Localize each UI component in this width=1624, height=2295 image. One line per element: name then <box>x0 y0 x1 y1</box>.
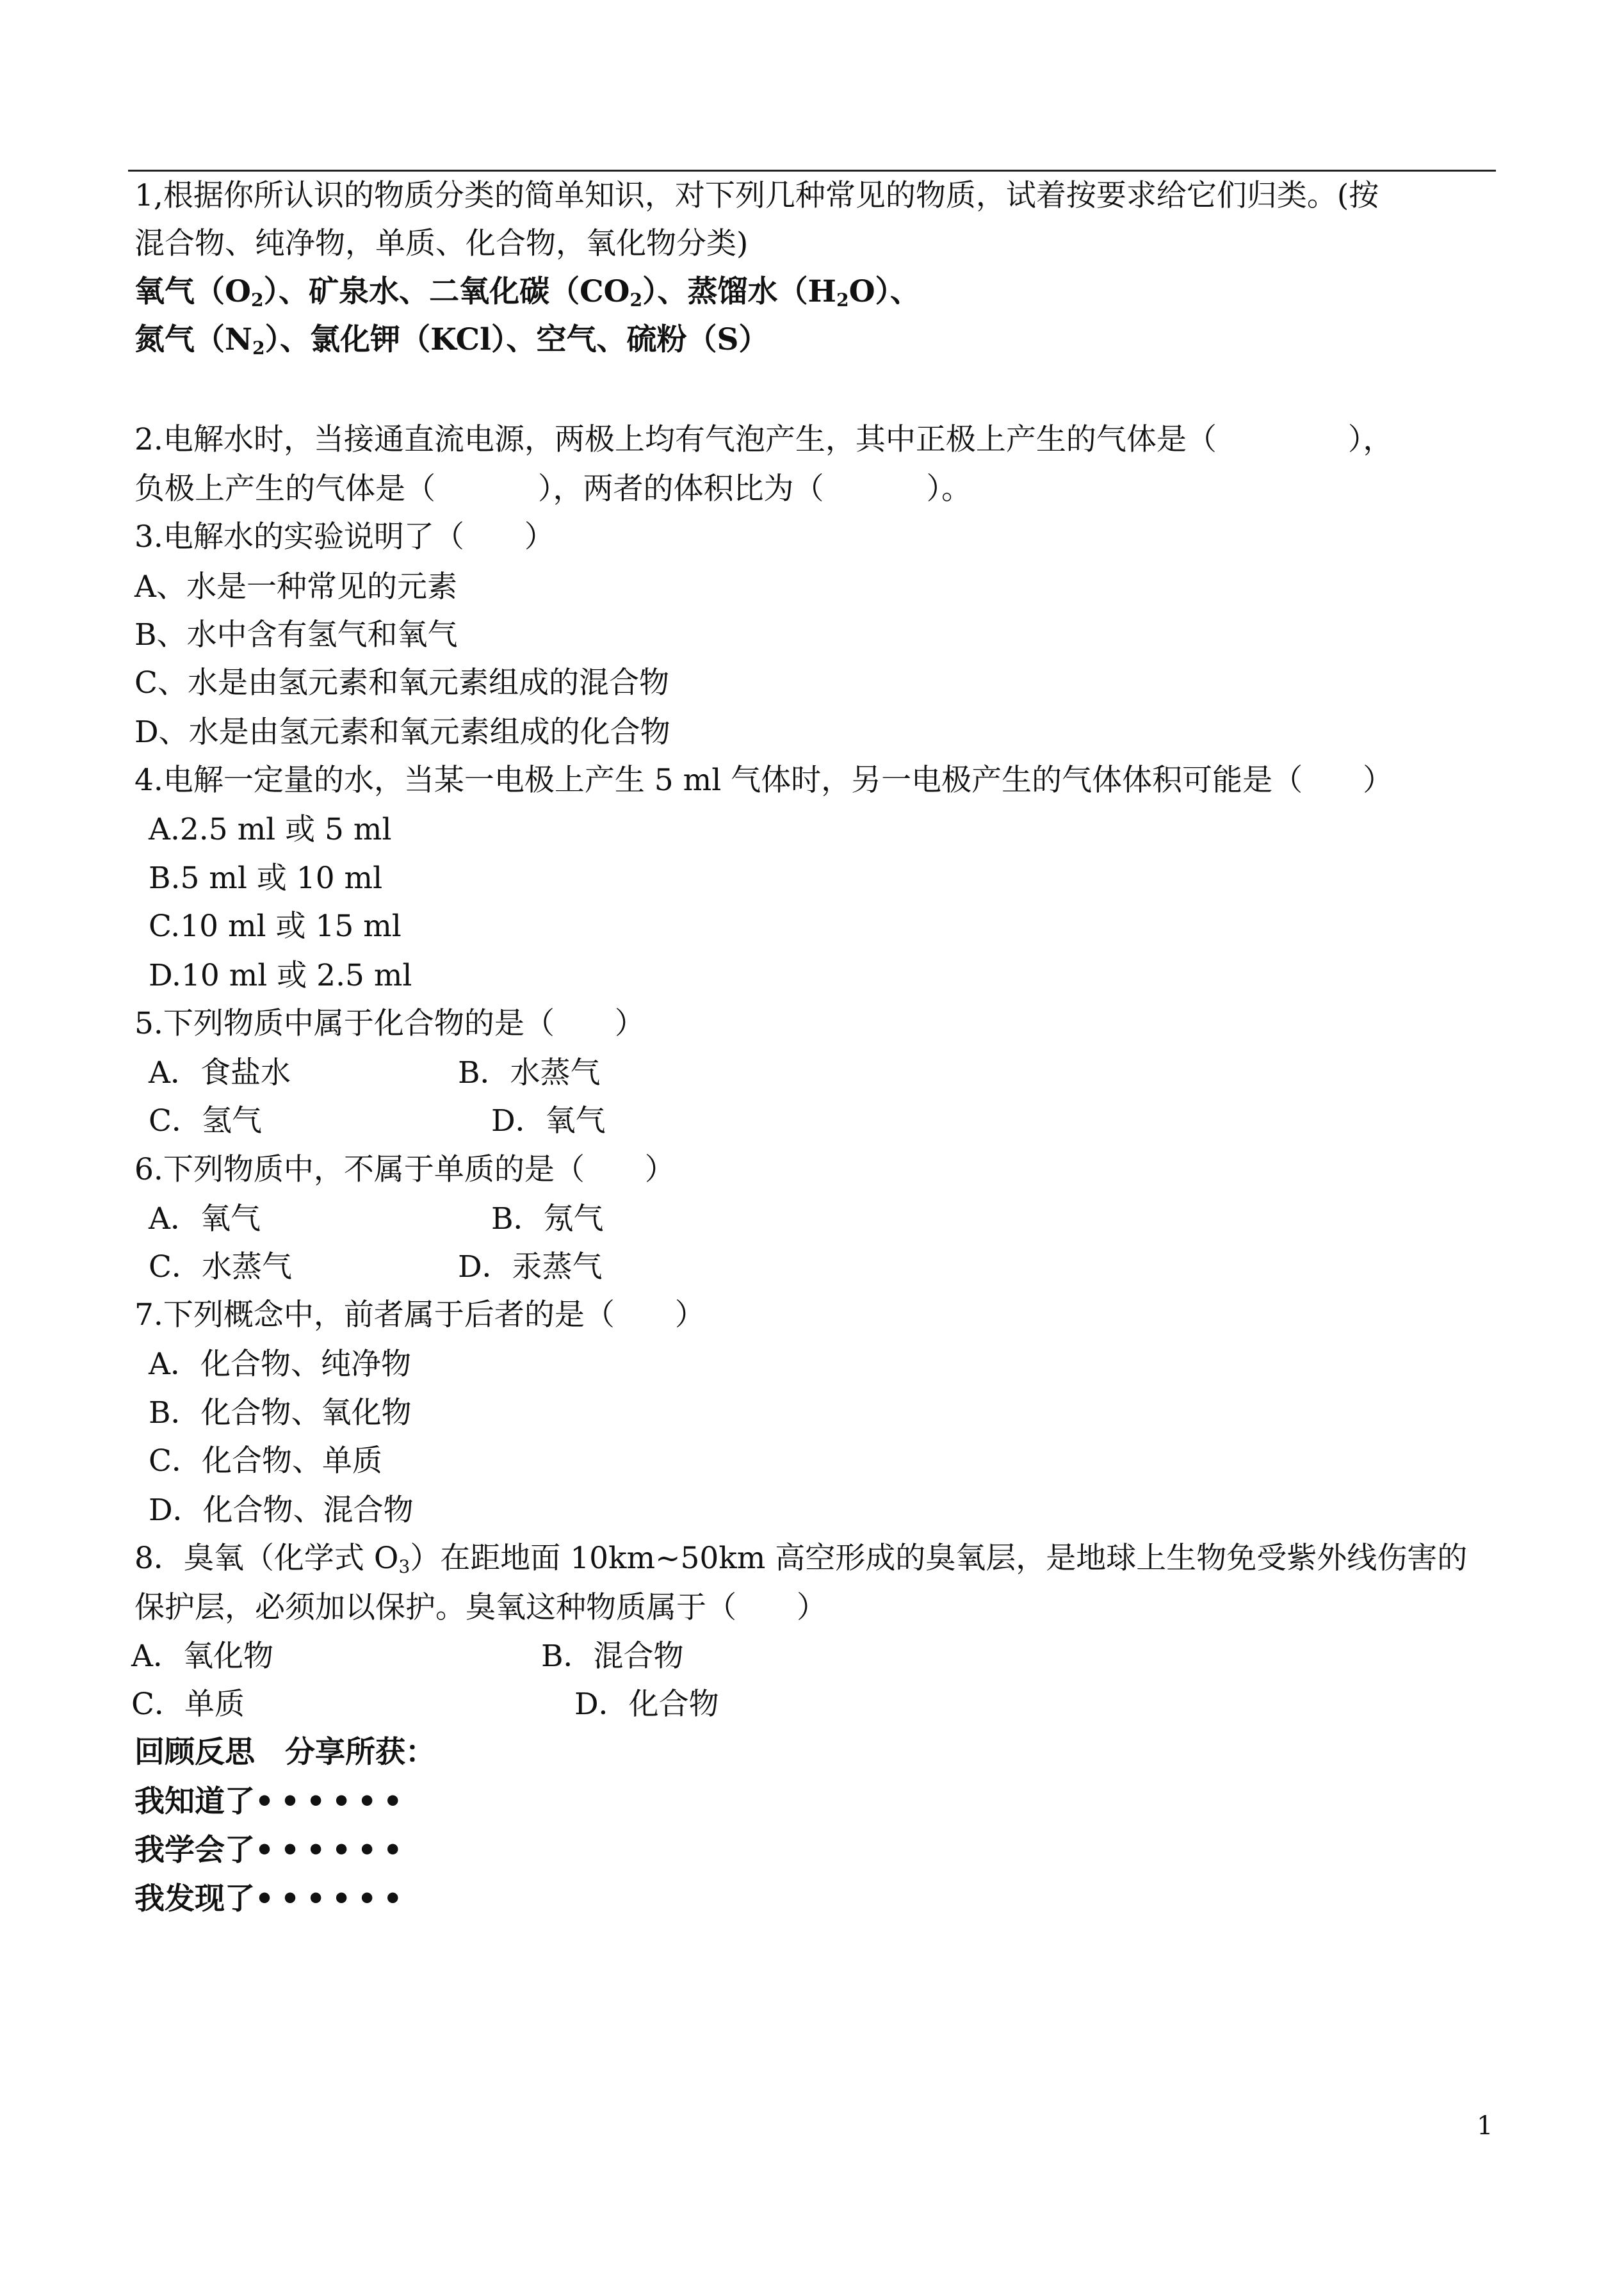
q2-line2: 负极上产生的气体是（ ），两者的体积比为（ ）。 <box>134 471 971 507</box>
reflection-item: 我知道了•••••• <box>134 1784 409 1819</box>
q5-option-d: D．氧气 <box>491 1103 606 1139</box>
q6-option-b: B．氖气 <box>491 1201 604 1237</box>
q6-option-a: A．氧气 <box>149 1201 261 1237</box>
q7-stem: 7.下列概念中，前者属于后者的是（ ） <box>134 1297 705 1333</box>
q7-option-c: C．化合物、单质 <box>149 1443 382 1479</box>
q8-option-c: C．单质 <box>131 1687 245 1722</box>
q4-option-d: D.10 ml 或 2.5 ml <box>149 958 412 993</box>
q5-option-b: B．水蒸气 <box>458 1055 601 1091</box>
q1-substances-line2: 氮气$(N_2)$、氯化钾（KCl）、空气、硫粉（S） <box>134 322 769 359</box>
q3-option-b: B、水中含有氢气和氧气 <box>134 617 458 653</box>
reflection-item: 我学会了•••••• <box>134 1833 409 1868</box>
q1-line2: 混合物、纯净物，单质、化合物，氧化物分类) <box>134 226 749 261</box>
header-rule <box>128 170 1496 172</box>
q6-option-d: D．汞蒸气 <box>458 1249 603 1285</box>
q5-option-c: C．氢气 <box>149 1103 262 1139</box>
q8-line1: 8．臭氧（化学式 $O_3$）在距地面 10km~50km 高空形成的臭氧层，是地球上生物免受紫外线伤害的 <box>134 1541 1468 1578</box>
q3-stem: 3.电解水的实验说明了（ ） <box>134 519 555 555</box>
q7-option-b: B．化合物、氧化物 <box>149 1395 412 1431</box>
q3-option-c: C、水是由氢元素和氧元素组成的混合物 <box>134 665 669 701</box>
reflection-title: 回顾反思 分享所获： <box>134 1735 435 1770</box>
q2-line1: 2.电解水时，当接通直流电源，两极上均有气泡产生，其中正极上产生的气体是（ ）， <box>134 422 1393 457</box>
q8-option-a: A．氧化物 <box>131 1639 273 1674</box>
q5-option-a: A．食盐水 <box>149 1055 291 1091</box>
q4-stem: 4.电解一定量的水，当某一电极上产生 5 ml 气体时，另一电极产生的气体体积可能是（ ） <box>134 763 1393 798</box>
q5-stem: 5.下列物质中属于化合物的是（ ） <box>134 1006 645 1041</box>
q3-option-d: D、水是由氢元素和氧元素组成的化合物 <box>134 715 670 750</box>
q4-option-b: B.5 ml 或 10 ml <box>149 861 383 896</box>
q8-option-b: B．混合物 <box>541 1639 684 1674</box>
q8-line2: 保护层，必须加以保护。臭氧这种物质属于（ ） <box>134 1590 827 1625</box>
q3-option-a: A、水是一种常见的元素 <box>134 569 457 604</box>
q1-substances-line1: 氧气$(O_2)$、矿泉水、二氧化碳$(CO_2)$、蒸馏水$(H_2O)$、 <box>134 274 921 311</box>
q8-option-d: D．化合物 <box>574 1687 719 1722</box>
q6-option-c: C．水蒸气 <box>149 1249 292 1285</box>
q7-option-d: D．化合物、混合物 <box>149 1493 414 1528</box>
reflection-item: 我发现了•••••• <box>134 1881 409 1917</box>
q6-stem: 6.下列物质中，不属于单质的是（ ） <box>134 1152 675 1187</box>
q7-option-a: A．化合物、纯净物 <box>149 1347 411 1382</box>
q4-option-c: C.10 ml 或 15 ml <box>149 909 402 944</box>
page-number: 1 <box>1477 2111 1493 2141</box>
q1-line1: 1,根据你所认识的物质分类的简单知识，对下列几种常见的物质，试着按要求给它们归类。(按 <box>134 178 1379 213</box>
q4-option-a: A.2.5 ml 或 5 ml <box>149 812 392 847</box>
